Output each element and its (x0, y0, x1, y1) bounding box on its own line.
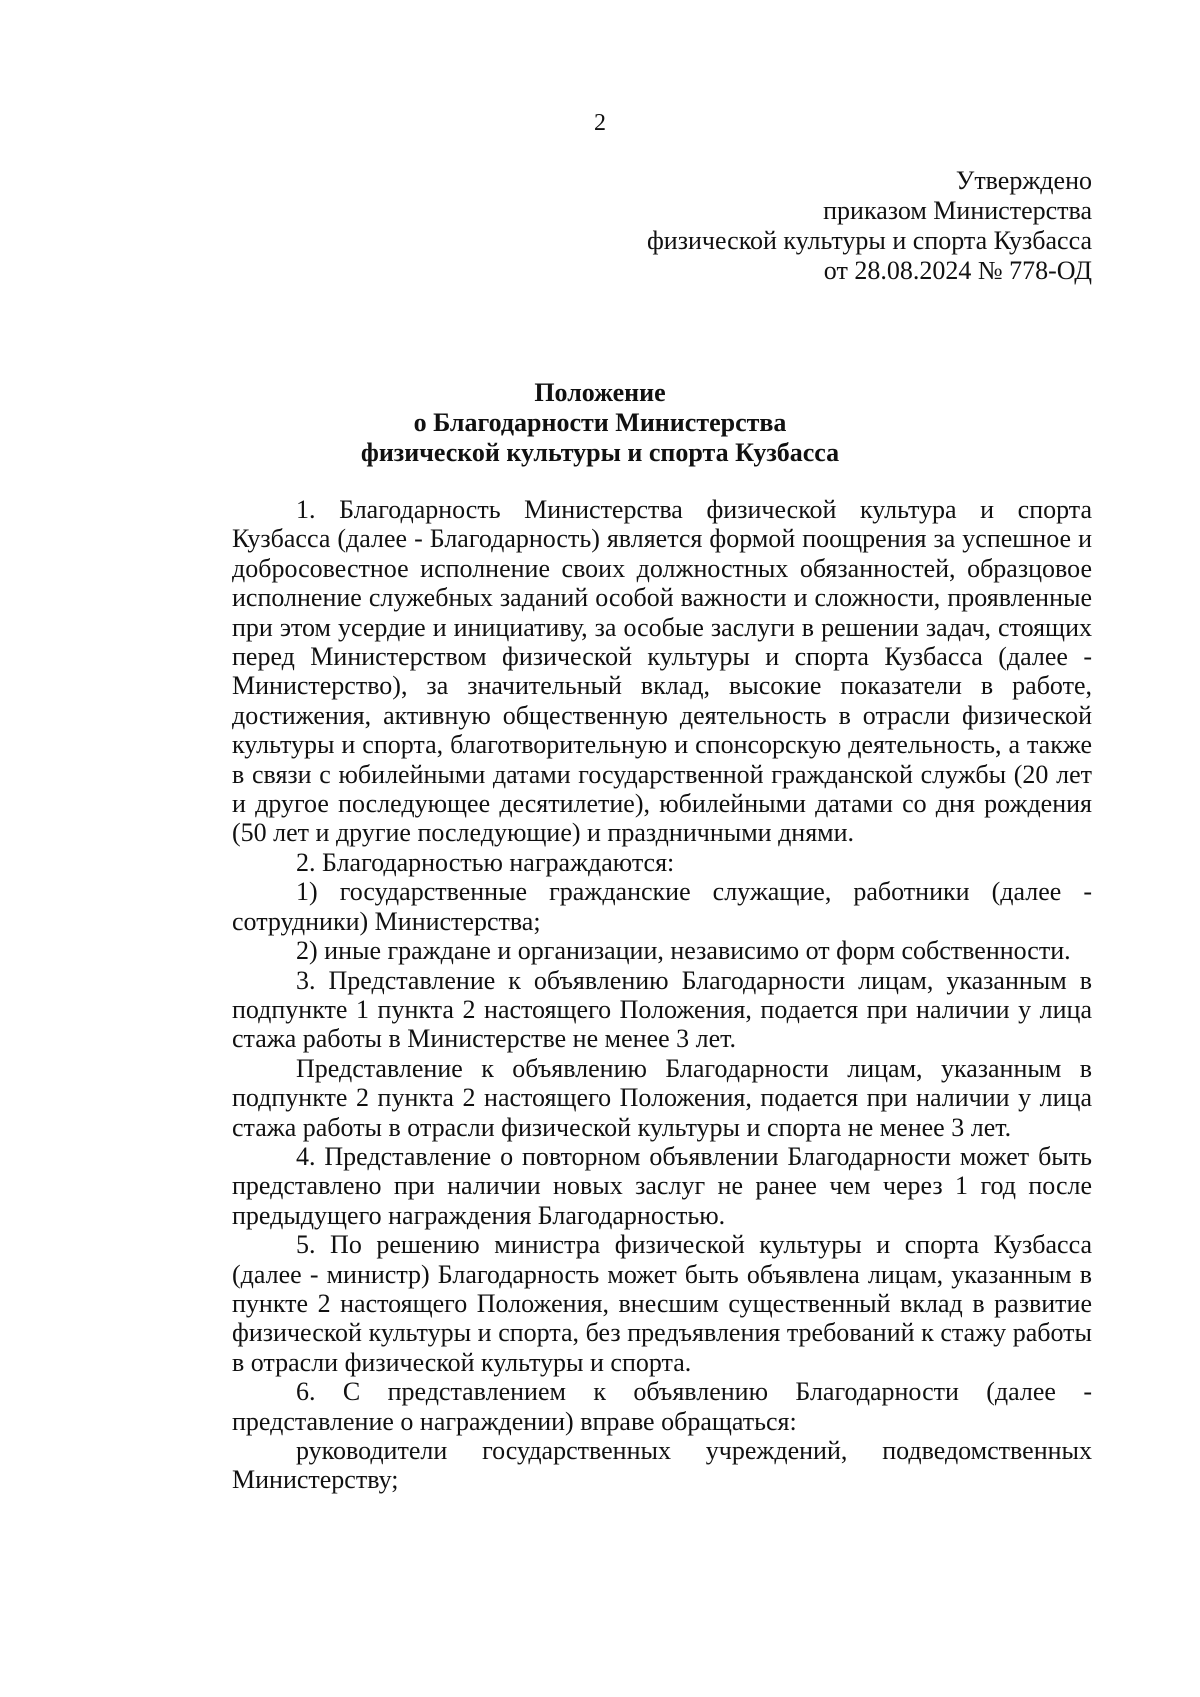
paragraph: 3. Представление к объявлению Благодарности лицам, указанным в подпункте 1 пункта 2 настоящего Положения, подается при наличии у лица стажа работы в Министерстве не менее 3 лет. (232, 965, 1092, 1054)
paragraph: 2) иные граждане и организации, независимо от форм собственности. (296, 936, 1071, 966)
title-line: физической культуры и спорта Кузбасса (360, 438, 840, 467)
approval-stamp-block (647, 166, 1092, 286)
paragraph: Представление к объявлению Благодарности лицам, указанным в подпункте 2 пункта 2 настоящего Положения, подается при наличии у лица стажа работы в отрасли физической культуры и спорта не менее 3 лет. (232, 1053, 1092, 1142)
approval-line: от 28.08.2024 № 778-ОД (823, 256, 1092, 285)
document-body (232, 495, 1092, 1495)
paragraph: 5. По решению министра физической культуры и спорта Кузбасса (далее - министр) Благодарность может быть объявлена лицам, указанным в пункте 2 настоящего Положения, внесшим существенный вклад в развитие физической культуры и спорта, без предъявления требований к стажу работы в отрасли физической культуры и спорта. (232, 1230, 1092, 1377)
paragraph: руководители государственных учреждений, подведомственных Министерству; (232, 1436, 1092, 1495)
paragraph: 1. Благодарность Министерства физической культура и спорта Кузбасса (далее - Благодарность) является формой поощрения за успешное и добросовестное исполнение своих должностных обязанностей, образцовое исполнение служебных заданий особой важности и сложности, проявленные при этом усердие и инициативу, за особые заслуги в решении задач, стоящих перед Министерством физической культуры и спорта Кузбасса (далее - Министерство), за значительный вклад, высокие показатели в работе, достижения, активную общественную деятельность в отрасли физической культуры и спорта, благотворительную и спонсорскую деятельность, а также в связи с юбилейными датами государственной гражданской службы (20 лет и другое последующее десятилетие), юбилейными датами со дня рождения (50 лет и другие последующие) и праздничными днями. (232, 495, 1092, 848)
paragraph: 1) государственные гражданские служащие, работники (далее - сотрудники) Министерства; (232, 877, 1092, 936)
paragraph: 2. Благодарностью награждаются: (296, 847, 675, 877)
paragraph: 6. С представлением к объявлению Благодарности (далее - представление о награждении) вправе обращаться: (232, 1377, 1092, 1436)
title-line: о Благодарности Министерства (413, 408, 787, 437)
page-number: 2 (594, 110, 606, 136)
approval-line: Утверждено (955, 166, 1092, 195)
approval-line: приказом Министерства (823, 196, 1092, 225)
paragraph: 4. Представление о повторном объявлении Благодарности может быть представлено при наличии новых заслуг не ранее чем через 1 год после предыдущего награждения Благодарностью. (232, 1141, 1092, 1230)
title-line: Положение (534, 378, 666, 407)
approval-line: физической культуры и спорта Кузбасса (646, 226, 1092, 255)
document-title (0, 378, 1200, 468)
